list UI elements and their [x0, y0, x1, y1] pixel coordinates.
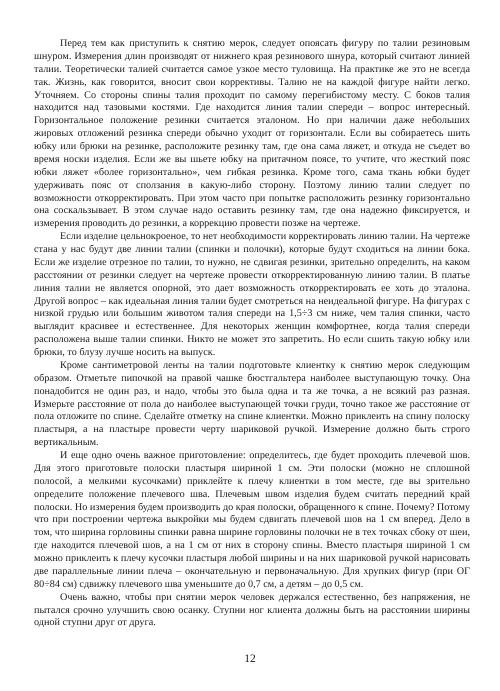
- paragraph-bust-point: Кроме сантиметровой ленты на талии подготовьте клиентку к снятию мерок следующим образом. Отметьте пипочкой на правой чашке бюстгальтера наиболее выступающую точку. Она понадобится не один раз, и надо, чтобы это была одна и та же точка, а не всякий раз разная. Измерьте расстояние от пола до наиболее выступающей точки груди, точно такое же расстояние от пола отложите по спине. Сделайте отметку на спине клиентки. Можно приклеить на спину полоску пластыря, а на пластыре провести черту шариковой ручкой. Измерение должно быть строго вертикальным.: [34, 359, 470, 449]
- page-number: 12: [244, 652, 256, 665]
- body-text: [34, 38, 470, 630]
- paragraph-waistline-marking: Перед тем как приступить к снятию мерок, следует опоясать фигуру по талии резиновым шнуром. Измерения длин производят от нижнего края резинового шнура, который считают линией талии. Теоретически талией считается самое узкое место туловища. На практике же это не всегда так. Жизнь, как говорится, вносит свои коррективы. Талию не на каждой фигуре найти легко. Уточняем. Со стороны спины талия проходит по самому перегибистому месту. С боков талия находится над тазовыми костями. Где находится линия талии спереди – вопрос интересный. Горизонтальное положение резинки считается эталоном. Но при наличии даже небольших жировых отложений резинка спереди обычно уходит от горизонтали. Если вы собираетесь шить юбку или брюки на резинке, расположите резинку там, где она сама ляжет, и откуда не съедет во время носки изделия. Если же вы шьете юбку на притачном поясе, то учтите, что жесткий пояс юбки ляжет «более горизонтально», чем гибкая резинка. Кроме того, сама ткань юбки будет удерживать пояс от сползания в какую-либо сторону. Поэтому линию талии следует по возможности откорректировать. При этом часто при попытке расположить резинку горизонтально она соскальзывает. В этом случае надо оставить резинку там, где она надежно фиксируется, и измерения проводить до резинки, а коррекцию провести позже на чертеже.: [34, 38, 470, 230]
- paragraph-waistline-correction: Если изделие цельнокроеное, то нет необходимости корректировать линию талии. На чертеже стана у нас будут две линии талии (спинки и полочки), которые будут сходиться на линии бока. Если же изделие отрезное по талии, то нужно, не сдвигая резинки, зрительно определить, на каком расстоянии от резинки следует на чертеже провести откорректированную линию талии. В платье линия талии не является опорной, это дает возможность откорректировать ее хоть до эталона. Другой вопрос – как идеальная линия талии будет смотреться на неидеальной фигуре. На фигурах с низкой грудью или большим животом талия спереди на 1,5÷3 см ниже, чем талия спинки, часто выглядит красивее и естественнее. Для некоторых женщин комфортнее, когда талия спереди расположена выше талии спинки. Никто не может это запретить. Но если сшить такую юбку или брюки, то блузу лучше носить на выпуск.: [34, 231, 470, 358]
- paragraph-shoulder-seam: И еще одно очень важное приготовление: определитесь, где будет проходить плечевой шов. Для этого приготовьте полоски пластыря шириной 1 см. Эти полоски (можно не сплошной полосой, а мелкими кусочками) приклейте к плечу клиентки в том месте, где вы зрительно определите положение плечевого шва. Плечевым швом изделия будем считать передний край полоски. Но измерения будем производить до края полоски, обращенного к спине. Почему? Потому что при построении чертежа выкройки мы будем сдвигать плечевой шов на 1 см вперед. Дело в том, что ширина горловины спинки равна ширине горловины полочки не в тех точках сбоку от шеи, где находится плечевой шов, а на 1 см от них в сторону спины. Вместо пластыря шириной 1 см можно приклеить к плечу кусочки пластыря любой ширины и на них шариковой ручкой нарисовать две параллельные линии плеча – окончательную и первоначальную. Для хрупких фигур (при ОГ 80÷84 см) сдвижку плечевого шва уменьшите до 0,7 см, а детям – до 0,5 см.: [34, 450, 470, 590]
- paragraph-posture: Очень важно, чтобы при снятии мерок человек держался естественно, без напряжения, не пытался срочно улучшить свою осанку. Ступни ног клиента должны быть на расстоянии ширины одной ступни друг от друга.: [34, 591, 470, 629]
